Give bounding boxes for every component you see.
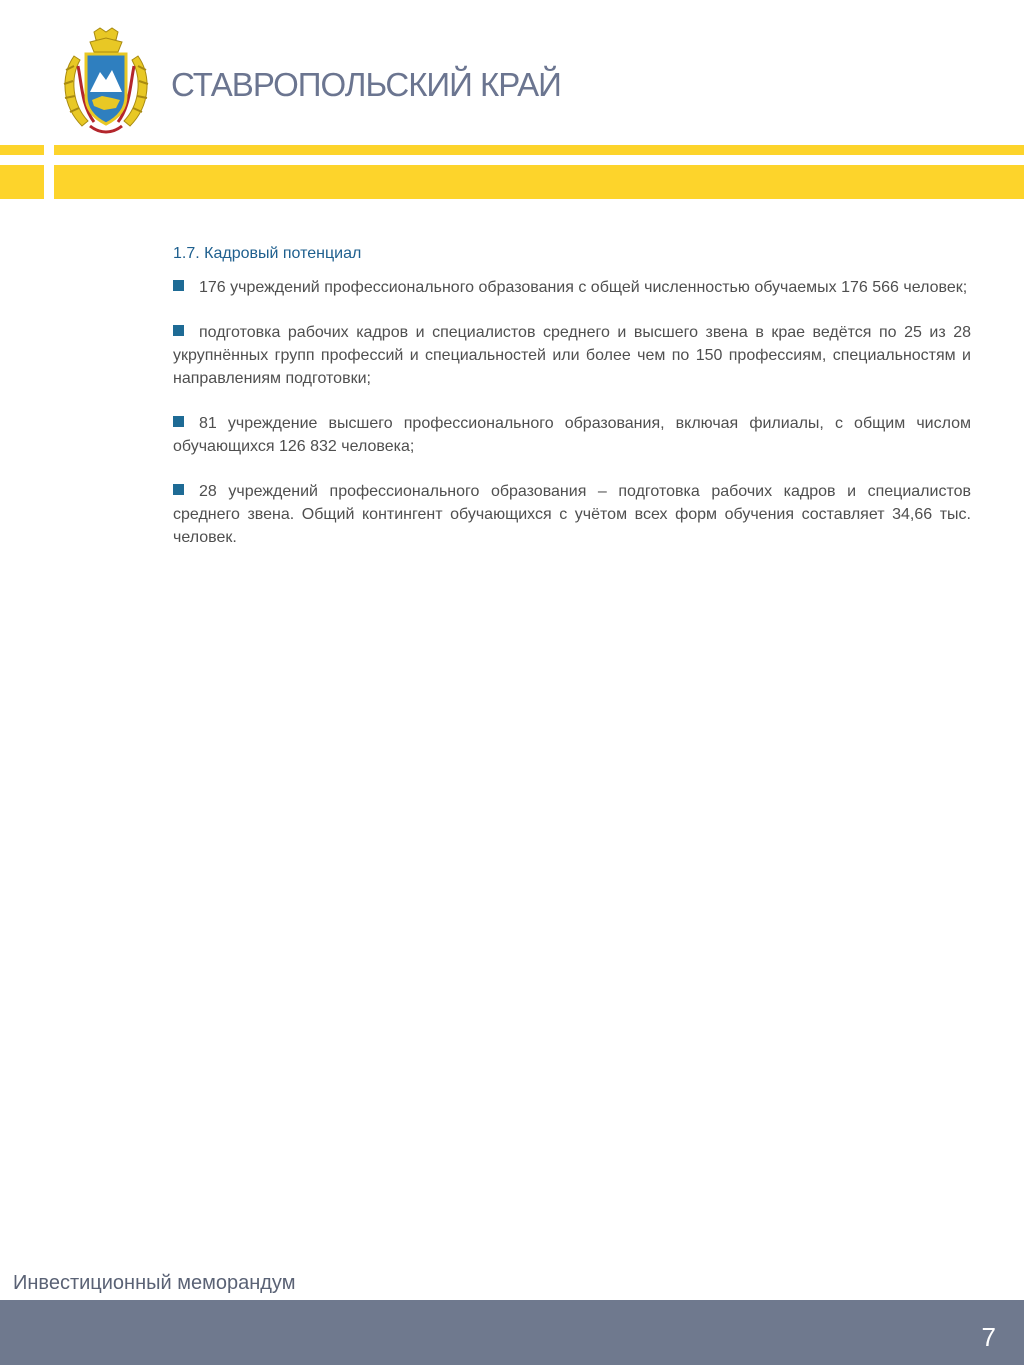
page-header bbox=[0, 0, 1024, 200]
list-item bbox=[173, 480, 971, 549]
page-number: 7 bbox=[981, 1322, 996, 1352]
footer-document-label: Инвестиционный меморандум bbox=[13, 1272, 296, 1294]
square-bullet-icon bbox=[173, 280, 184, 291]
header-stripe-cross bbox=[44, 145, 54, 199]
main-content bbox=[173, 244, 971, 571]
list-item bbox=[173, 412, 971, 458]
square-bullet-icon bbox=[173, 416, 184, 427]
list-item-text: 176 учреждений профессионального образования с общей численностью обучаемых 176 566 человек; bbox=[199, 279, 968, 296]
list-item-text: 81 учреждение высшего профессионального образования, включая филиалы, с общим числом обучающихся 126 832 человека; bbox=[173, 415, 971, 455]
header-stripe-thin bbox=[0, 145, 1024, 155]
list-item-text: 28 учреждений профессионального образования – подготовка рабочих кадров и специалистов среднего звена. Общий контингент обучающихся с учётом всех форм обучения составляет 34,66 тыс. человек. bbox=[173, 483, 971, 546]
square-bullet-icon bbox=[173, 325, 184, 336]
list-item bbox=[173, 276, 971, 299]
square-bullet-icon bbox=[173, 484, 184, 495]
section-title: 1.7. Кадровый потенциал bbox=[173, 245, 362, 262]
header-stripe-gap bbox=[0, 155, 1024, 165]
header-stripe-thick bbox=[0, 165, 1024, 199]
footer-bar bbox=[0, 1300, 1024, 1365]
coat-of-arms-icon bbox=[56, 26, 156, 138]
list-item-text: подготовка рабочих кадров и специалистов среднего и высшего звена в крае ведётся по 25 из 28 укрупнённых групп профессий и специальностей или более чем по 150 профессиям, специальностям и направлениям подготовки; bbox=[173, 324, 971, 387]
region-title: СТАВРОПОЛЬСКИЙ КРАЙ bbox=[171, 66, 561, 103]
list-item bbox=[173, 321, 971, 390]
